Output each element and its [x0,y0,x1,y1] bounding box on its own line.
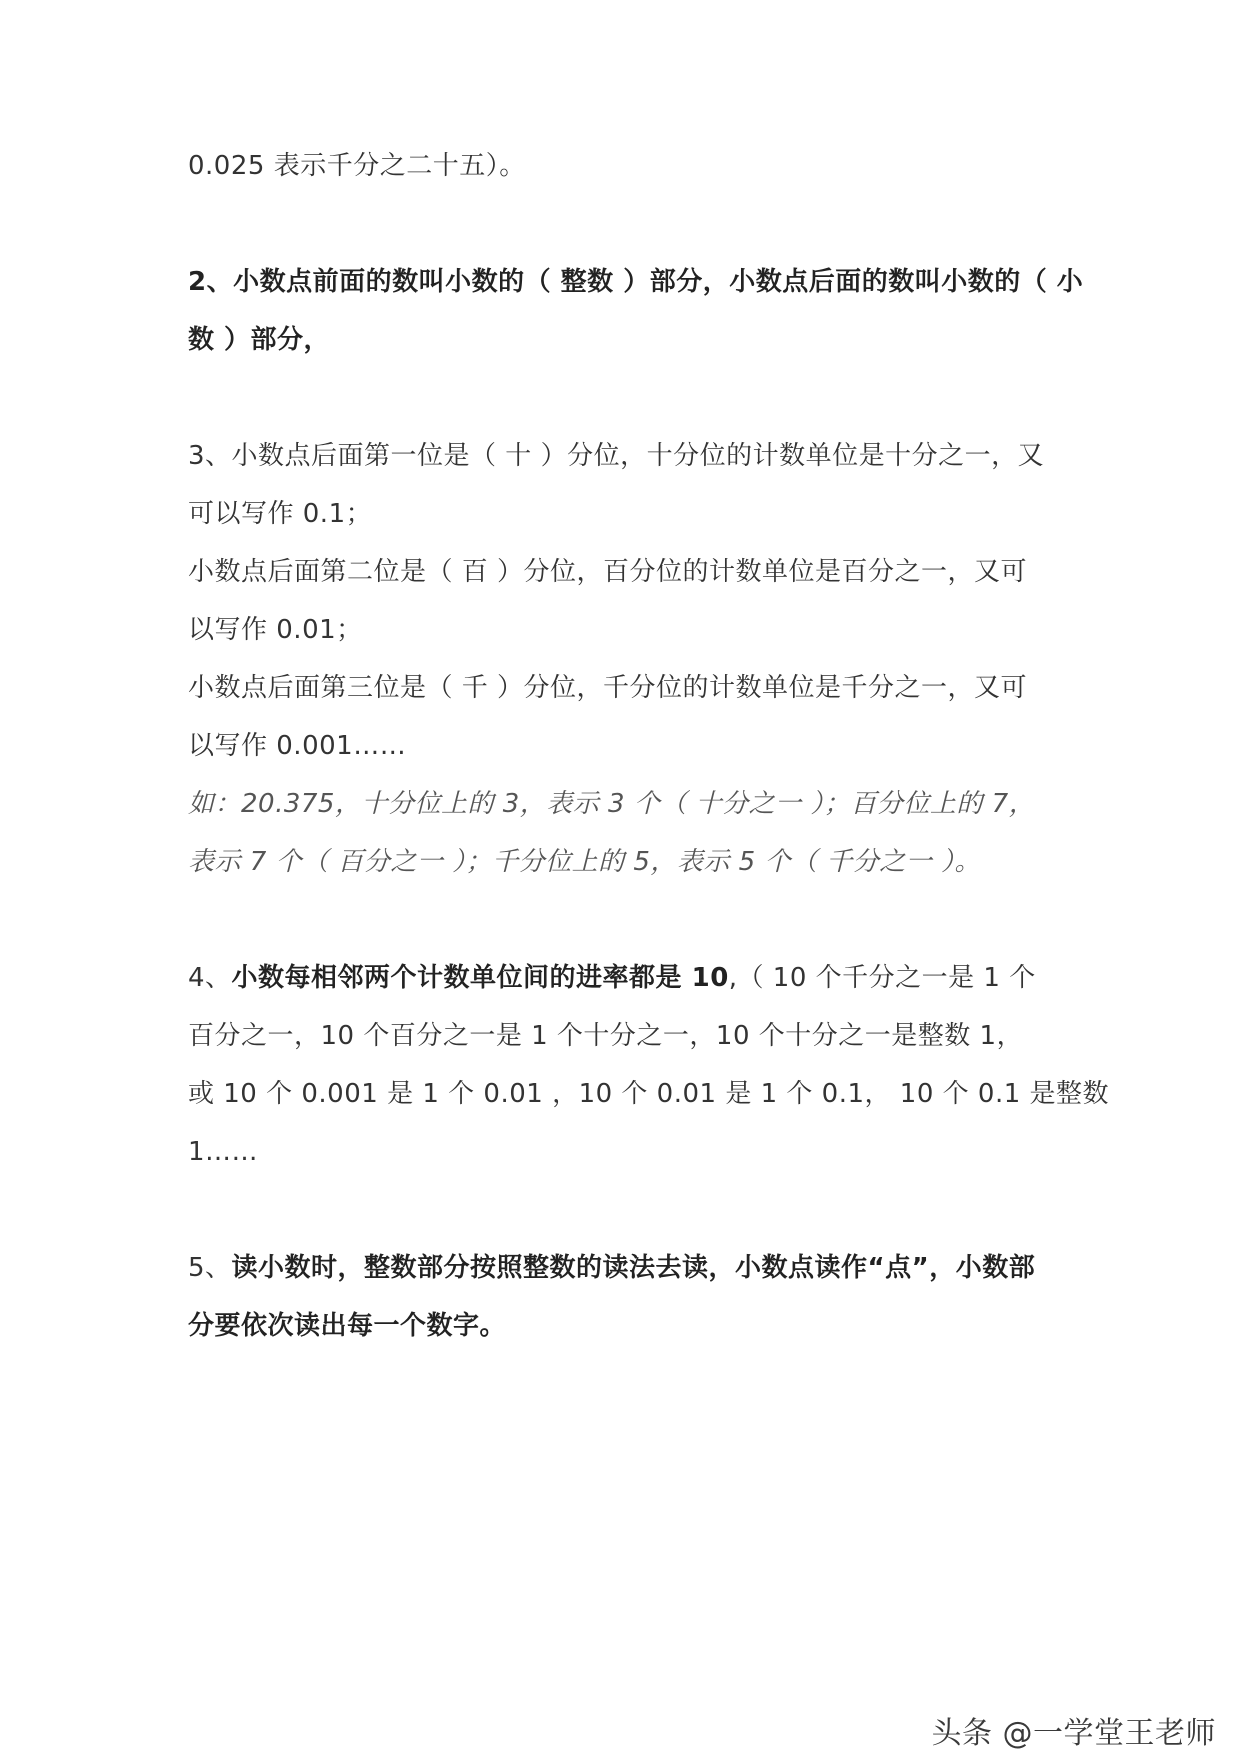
paragraph-5-line-1 [188,1248,1035,1288]
example-line-2: 表示 7 个（ 百分之一 ）；千分位上的 5，表示 5 个（ 千分之一 ）。 [188,847,982,877]
watermark: 头条 @一学堂王老师 [931,1716,1216,1751]
paragraph-5-bold-text: 读小数时，整数部分按照整数的读法去读，小数点读作“点”，小数部 [231,1253,1036,1283]
paragraph-4-line-1 [188,958,1036,998]
paragraph-4-line-2: 百分之一，10 个百分之一是 1 个十分之一，10 个十分之一是整数 1， [188,1021,1024,1051]
paragraph-1-line-1: 0.025 表示千分之二十五）。 [188,151,526,181]
paragraph-3-line-1: 3、小数点后面第一位是（ 十 ）分位，十分位的计数单位是十分之一，又 [188,441,1045,471]
paragraph-5-line-2: 分要依次读出每一个数字。 [188,1311,507,1341]
paragraph-3-line-3: 小数点后面第二位是（ 百 ）分位，百分位的计数单位是百分之一，又可 [188,557,1028,587]
paragraph-5-number: 5、 [188,1253,232,1283]
paragraph-3-line-4: 以写作 0.01； [188,615,363,645]
paragraph-4-line-3: 或 10 个 0.001 是 1 个 0.01 ，10 个 0.01 是 1 个 0.1， 10 个 0.1 是整数 [188,1079,1110,1109]
paragraph-4-rest-text: ,（ 10 个千分之一是 1 个 [728,963,1036,993]
paragraph-4-line-4: 1…… [188,1137,259,1167]
paragraph-2-line-1: 2、小数点前面的数叫小数的（ 整数 ）部分，小数点后面的数叫小数的（ 小 [188,267,1084,297]
paragraph-4-bold-text: 小数每相邻两个计数单位间的进率都是 10 [231,963,729,993]
paragraph-3-line-6: 以写作 0.001…… [188,731,407,761]
paragraph-2-line-2: 数 ）部分， [188,325,331,355]
paragraph-3-line-5: 小数点后面第三位是（ 千 ）分位，千分位的计数单位是千分之一，又可 [188,673,1028,703]
paragraph-4-number: 4、 [188,963,232,993]
paragraph-3-line-2: 可以写作 0.1； [188,499,373,529]
example-line-1: 如：20.375，十分位上的 3，表示 3 个（ 十分之一 ）；百分位上的 7， [188,789,1036,819]
